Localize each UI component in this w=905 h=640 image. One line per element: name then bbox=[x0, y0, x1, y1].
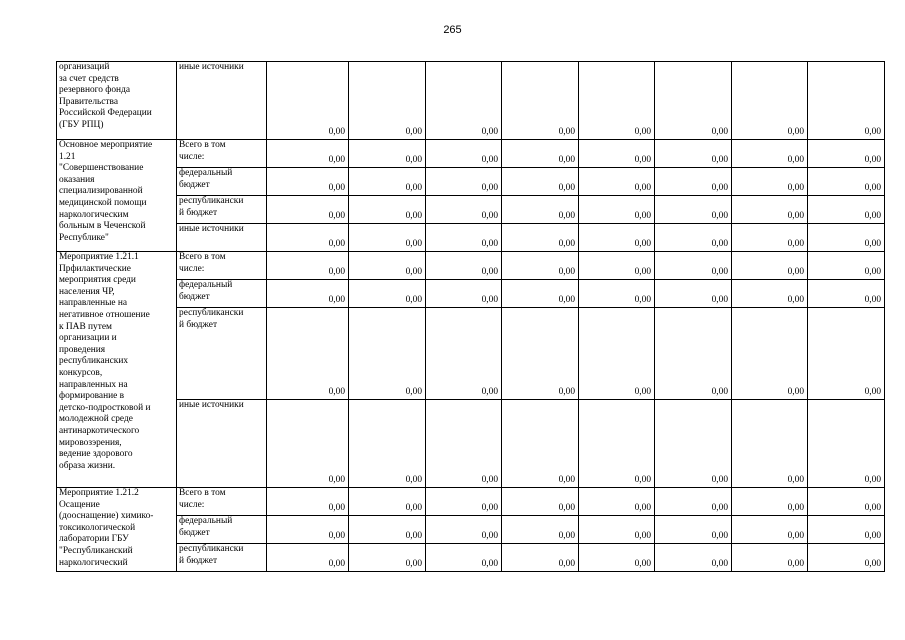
amount-cell: 0,00 bbox=[426, 140, 502, 168]
amount-cell: 0,00 bbox=[426, 280, 502, 308]
amount-cell: 0,00 bbox=[349, 400, 426, 488]
amount-cell: 0,00 bbox=[655, 400, 732, 488]
amount-cell: 0,00 bbox=[655, 516, 732, 544]
table-row bbox=[57, 140, 885, 168]
amount-cell: 0,00 bbox=[267, 140, 349, 168]
amount-cell: 0,00 bbox=[732, 252, 808, 280]
amount-cell: 0,00 bbox=[732, 400, 808, 488]
amount-cell: 0,00 bbox=[655, 252, 732, 280]
amount-cell: 0,00 bbox=[579, 140, 655, 168]
funding-source-cell: Всего в том числе: bbox=[177, 252, 267, 280]
table-row bbox=[57, 168, 885, 196]
amount-cell: 0,00 bbox=[579, 280, 655, 308]
amount-cell: 0,00 bbox=[808, 168, 885, 196]
amount-cell: 0,00 bbox=[349, 168, 426, 196]
amount-cell: 0,00 bbox=[655, 280, 732, 308]
amount-cell: 0,00 bbox=[267, 168, 349, 196]
amount-cell: 0,00 bbox=[267, 516, 349, 544]
amount-cell: 0,00 bbox=[655, 488, 732, 516]
amount-cell: 0,00 bbox=[349, 62, 426, 140]
amount-cell: 0,00 bbox=[426, 62, 502, 140]
amount-cell: 0,00 bbox=[502, 252, 579, 280]
table-row bbox=[57, 196, 885, 224]
amount-cell: 0,00 bbox=[267, 62, 349, 140]
amount-cell: 0,00 bbox=[267, 488, 349, 516]
amount-cell: 0,00 bbox=[349, 224, 426, 252]
amount-cell: 0,00 bbox=[655, 224, 732, 252]
amount-cell: 0,00 bbox=[426, 544, 502, 572]
amount-cell: 0,00 bbox=[808, 488, 885, 516]
amount-cell: 0,00 bbox=[502, 140, 579, 168]
amount-cell: 0,00 bbox=[502, 308, 579, 400]
amount-cell: 0,00 bbox=[502, 544, 579, 572]
amount-cell: 0,00 bbox=[808, 400, 885, 488]
amount-cell: 0,00 bbox=[267, 308, 349, 400]
event-name-cell: Основное мероприятие 1.21 "Совершенствование оказания специализированной медицинской помощи наркологическим больным в Чеченской Республике" bbox=[57, 140, 177, 252]
amount-cell: 0,00 bbox=[655, 196, 732, 224]
amount-cell: 0,00 bbox=[579, 224, 655, 252]
amount-cell: 0,00 bbox=[579, 62, 655, 140]
funding-source-cell: иные источники bbox=[177, 400, 267, 488]
amount-cell: 0,00 bbox=[808, 140, 885, 168]
amount-cell: 0,00 bbox=[426, 168, 502, 196]
amount-cell: 0,00 bbox=[502, 400, 579, 488]
amount-cell: 0,00 bbox=[808, 196, 885, 224]
amount-cell: 0,00 bbox=[426, 400, 502, 488]
funding-source-cell: иные источники bbox=[177, 224, 267, 252]
amount-cell: 0,00 bbox=[349, 488, 426, 516]
funding-source-cell: Всего в том числе: bbox=[177, 488, 267, 516]
budget-table bbox=[56, 61, 885, 572]
amount-cell: 0,00 bbox=[579, 168, 655, 196]
funding-source-cell: республикански й бюджет bbox=[177, 196, 267, 224]
amount-cell: 0,00 bbox=[808, 280, 885, 308]
amount-cell: 0,00 bbox=[267, 280, 349, 308]
amount-cell: 0,00 bbox=[502, 488, 579, 516]
amount-cell: 0,00 bbox=[426, 488, 502, 516]
amount-cell: 0,00 bbox=[579, 516, 655, 544]
amount-cell: 0,00 bbox=[426, 224, 502, 252]
amount-cell: 0,00 bbox=[349, 544, 426, 572]
funding-source-cell: республикански й бюджет bbox=[177, 308, 267, 400]
table-row bbox=[57, 488, 885, 516]
amount-cell: 0,00 bbox=[579, 252, 655, 280]
amount-cell: 0,00 bbox=[732, 140, 808, 168]
table-row bbox=[57, 544, 885, 572]
amount-cell: 0,00 bbox=[655, 62, 732, 140]
amount-cell: 0,00 bbox=[349, 308, 426, 400]
event-name-cell: организаций за счет средств резервного фонда Правительства Российской Федерации (ГБУ РПЦ) bbox=[57, 62, 177, 140]
amount-cell: 0,00 bbox=[655, 140, 732, 168]
amount-cell: 0,00 bbox=[426, 252, 502, 280]
amount-cell: 0,00 bbox=[502, 168, 579, 196]
amount-cell: 0,00 bbox=[267, 252, 349, 280]
amount-cell: 0,00 bbox=[267, 400, 349, 488]
table-body bbox=[57, 62, 885, 572]
table-row bbox=[57, 280, 885, 308]
amount-cell: 0,00 bbox=[502, 280, 579, 308]
funding-source-cell: республикански й бюджет bbox=[177, 544, 267, 572]
table-row bbox=[57, 400, 885, 488]
table-row bbox=[57, 308, 885, 400]
amount-cell: 0,00 bbox=[349, 196, 426, 224]
amount-cell: 0,00 bbox=[502, 516, 579, 544]
funding-source-cell: федеральный бюджет bbox=[177, 280, 267, 308]
amount-cell: 0,00 bbox=[426, 516, 502, 544]
amount-cell: 0,00 bbox=[732, 224, 808, 252]
amount-cell: 0,00 bbox=[267, 224, 349, 252]
amount-cell: 0,00 bbox=[732, 544, 808, 572]
amount-cell: 0,00 bbox=[579, 400, 655, 488]
amount-cell: 0,00 bbox=[808, 62, 885, 140]
amount-cell: 0,00 bbox=[808, 516, 885, 544]
amount-cell: 0,00 bbox=[655, 168, 732, 196]
amount-cell: 0,00 bbox=[426, 308, 502, 400]
amount-cell: 0,00 bbox=[808, 252, 885, 280]
amount-cell: 0,00 bbox=[808, 544, 885, 572]
funding-source-cell: иные источники bbox=[177, 62, 267, 140]
table-row bbox=[57, 224, 885, 252]
amount-cell: 0,00 bbox=[732, 62, 808, 140]
amount-cell: 0,00 bbox=[808, 224, 885, 252]
amount-cell: 0,00 bbox=[732, 168, 808, 196]
amount-cell: 0,00 bbox=[732, 488, 808, 516]
funding-source-cell: федеральный бюджет bbox=[177, 516, 267, 544]
amount-cell: 0,00 bbox=[426, 196, 502, 224]
funding-source-cell: федеральный бюджет bbox=[177, 168, 267, 196]
amount-cell: 0,00 bbox=[349, 252, 426, 280]
amount-cell: 0,00 bbox=[502, 224, 579, 252]
amount-cell: 0,00 bbox=[502, 196, 579, 224]
amount-cell: 0,00 bbox=[808, 308, 885, 400]
event-name-cell: Мероприятие 1.21.1 Прфилактические мероприятия среди населения ЧР, направленные на негативное отношение к ПАВ путем организации и проведения республиканских конкурсов, направленных на формирование в детско-подростковой и молодежной среде антинаркотического мировозэрения, ведение здорового образа жизни. bbox=[57, 252, 177, 488]
amount-cell: 0,00 bbox=[655, 308, 732, 400]
funding-source-cell: Всего в том числе: bbox=[177, 140, 267, 168]
amount-cell: 0,00 bbox=[579, 196, 655, 224]
event-name-cell: Мероприятие 1.21.2 Осащение (дооснащение) химико- токсикологической лаборатории ГБУ "Республиканский наркологический bbox=[57, 488, 177, 572]
amount-cell: 0,00 bbox=[349, 280, 426, 308]
amount-cell: 0,00 bbox=[579, 308, 655, 400]
amount-cell: 0,00 bbox=[267, 196, 349, 224]
amount-cell: 0,00 bbox=[267, 544, 349, 572]
amount-cell: 0,00 bbox=[349, 140, 426, 168]
amount-cell: 0,00 bbox=[579, 544, 655, 572]
table-row bbox=[57, 62, 885, 140]
amount-cell: 0,00 bbox=[579, 488, 655, 516]
amount-cell: 0,00 bbox=[732, 516, 808, 544]
amount-cell: 0,00 bbox=[502, 62, 579, 140]
amount-cell: 0,00 bbox=[655, 544, 732, 572]
amount-cell: 0,00 bbox=[732, 280, 808, 308]
amount-cell: 0,00 bbox=[732, 196, 808, 224]
page-number: 265 bbox=[443, 24, 462, 36]
amount-cell: 0,00 bbox=[349, 516, 426, 544]
table-row bbox=[57, 252, 885, 280]
amount-cell: 0,00 bbox=[732, 308, 808, 400]
table-row bbox=[57, 516, 885, 544]
